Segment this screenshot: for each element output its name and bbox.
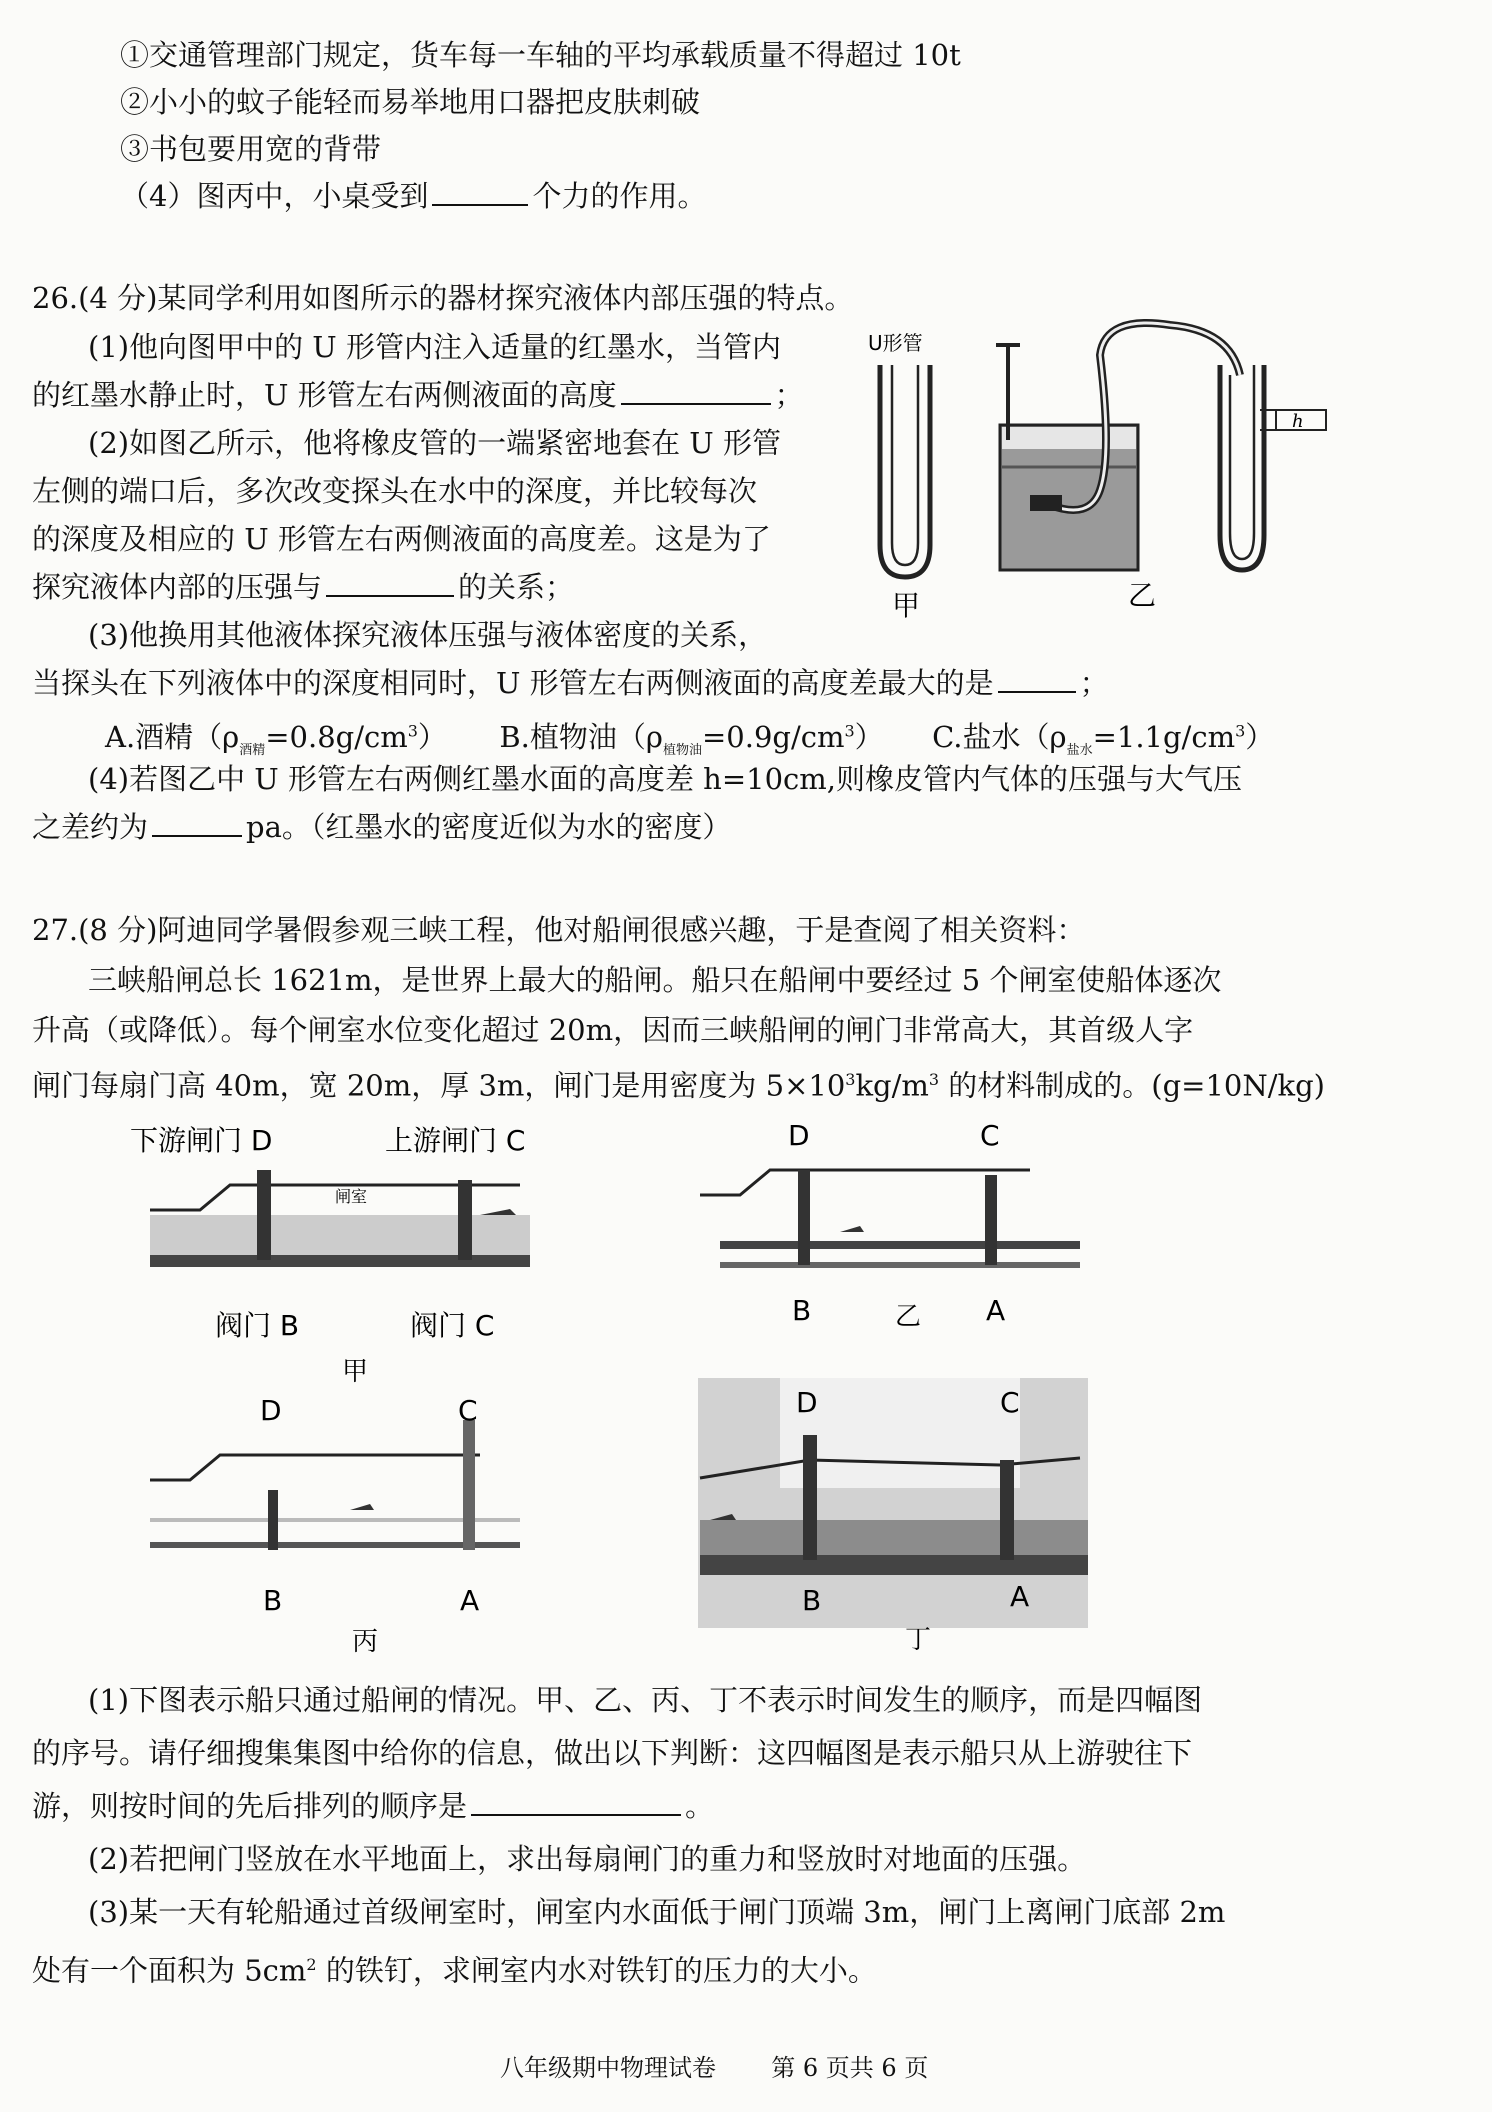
- q27-s1-line3: 游，则按时间的先后排列的顺序是 。: [32, 1789, 715, 1823]
- svg-text:D: D: [788, 1120, 810, 1152]
- lock-figure-ding: [698, 1378, 1088, 1655]
- q27-title: 27.(8 分)阿迪同学暑假参观三峡工程，他对船闸很感兴趣，于是查阅了相关资料：: [32, 913, 1086, 947]
- option-a: A.酒精$(\rho_{酒精}=0.8g/cm^3)$: [105, 719, 447, 758]
- q26-p2-line3: 的深度及相应的 U 形管左右两侧液面的高度差。这是为了: [32, 522, 771, 556]
- svg-text:B: B: [792, 1294, 812, 1327]
- item-2: ②小小的蚊子能轻而易举地用口器把皮肤刺破: [120, 85, 701, 119]
- fig-jia-label: 甲: [892, 589, 921, 622]
- q26-title: 26.(4 分)某同学利用如图所示的器材探究液体内部压强的特点。: [32, 281, 854, 315]
- svg-text:D: D: [796, 1386, 818, 1419]
- q27-intro-line1: 三峡船闸总长 1621m，是世界上最大的船闸。船只在船闸中要经过 5 个闸室使船体逐次: [88, 963, 1222, 997]
- q26-p4-line2: [32, 807, 731, 847]
- svg-text:B: B: [263, 1584, 283, 1617]
- option-c: C.盐水$(\rho_{盐水}=1.1g/cm^3)$: [932, 719, 1275, 758]
- u-tube-label: U形管: [868, 331, 923, 355]
- svg-text:A: A: [460, 1584, 480, 1617]
- svg-text:闸室: 闸室: [335, 1187, 368, 1206]
- q26-p3-text: 当探头在下列液体中的深度相同时，U 形管左右两侧液面的高度差最大的是: [32, 666, 994, 700]
- q26-p2-line1: (2)如图乙所示，他将橡皮管的一端紧密地套在 U 形管: [88, 426, 781, 460]
- svg-text:A: A: [1010, 1580, 1030, 1613]
- lock-figure-bing: [150, 1394, 520, 1657]
- svg-text:A: A: [986, 1294, 1006, 1327]
- q27-s2: (2)若把闸门竖放在水平地面上，求出每扇闸门的重力和竖放时对地面的压强。: [88, 1842, 1087, 1876]
- item-1: ①交通管理部门规定，货车每一车轴的平均承载质量不得超过 10t: [120, 38, 961, 72]
- footer-page-number: 第 6 页共 6 页: [771, 2054, 929, 2082]
- q26-p1-line1: (1)他向图甲中的 U 形管内注入适量的红墨水，当管内: [88, 330, 781, 364]
- svg-text:阀门 B: 阀门 B: [215, 1309, 300, 1342]
- q27-s3-line2: 处有一个面积为 $5cm^2$ 的铁钉，求闸室内水对铁钉的压力的大小。: [32, 1953, 877, 1988]
- answer-blank[interactable]: [326, 569, 454, 597]
- q26-p4-end: pa。（红墨水的密度近似为水的密度）: [246, 810, 732, 844]
- q25-part4-text-end: 个力的作用。: [532, 179, 707, 213]
- answer-blank[interactable]: [998, 665, 1076, 693]
- lock-figure-jia: [130, 1124, 530, 1387]
- answer-blank[interactable]: [471, 1788, 681, 1816]
- footer-left: 八年级期中物理试卷: [500, 2054, 716, 2082]
- q26-p1-end: ；: [774, 378, 804, 412]
- q26-p4-text: 之差约为: [32, 810, 149, 844]
- svg-text:阀门 C: 阀门 C: [410, 1309, 495, 1342]
- q26-p3-line2: [32, 663, 1109, 703]
- svg-text:甲: 甲: [342, 1357, 369, 1387]
- svg-text:丁: 丁: [905, 1625, 932, 1655]
- q26-p2-end: 的关系；: [458, 570, 575, 604]
- svg-text:D: D: [260, 1394, 282, 1427]
- svg-text:丙: 丙: [352, 1627, 379, 1657]
- answer-blank[interactable]: [432, 178, 528, 206]
- svg-text:C: C: [458, 1394, 478, 1427]
- q26-p3-line1: (3)他换用其他液体探究液体压强与液体密度的关系，: [88, 618, 768, 652]
- ship-lock-figures: [120, 1120, 1120, 1680]
- option-b: B.植物油$(\rho_{植物油}=0.9g/cm^3)$: [499, 719, 884, 758]
- q27-s1-line2: 的序号。请仔细搜集集图中给你的信息，做出以下判断：这四幅图是表示船只从上游驶往下: [32, 1736, 1193, 1770]
- footer: [500, 2048, 928, 2088]
- q27-intro-line3: 闸门每扇门高 40m，宽 20m，厚 3m，闸门是用密度为 $5\times 10^3kg/m^3$ 的材料制成的。(g=10N/kg): [32, 1068, 1325, 1103]
- q27-s3-line1: (3)某一天有轮船通过首级闸室时，闸室内水面低于闸门顶端 3m，闸门上离闸门底部 2m: [88, 1895, 1226, 1929]
- q26-p3-end: ；: [1079, 666, 1109, 700]
- svg-text:C: C: [980, 1120, 1000, 1152]
- q26-p1-text: 的红墨水静止时，U 形管左右两侧液面的高度: [32, 378, 617, 412]
- svg-text:乙: 乙: [895, 1302, 922, 1332]
- svg-text:C: C: [1000, 1386, 1020, 1419]
- svg-text:B: B: [802, 1584, 822, 1617]
- q25-part4-text: （4）图丙中，小桌受到: [120, 179, 429, 213]
- svg-text:下游闸门 D: 下游闸门 D: [130, 1124, 273, 1157]
- item-3: ③书包要用宽的背带: [120, 132, 382, 166]
- q26-p4-line1: (4)若图乙中 U 形管左右两侧红墨水面的高度差 h=10cm,则橡皮管内气体的压强与大气压: [88, 762, 1243, 796]
- u-tube-figure: [850, 315, 1370, 635]
- svg-text:上游闸门 C: 上游闸门 C: [385, 1124, 526, 1157]
- lock-figure-yi: [700, 1120, 1080, 1332]
- q26-p2-text: 探究液体内部的压强与: [32, 570, 323, 604]
- q26-p2-line4: [32, 567, 574, 607]
- q26-p2-line2: 左侧的端口后，多次改变探头在水中的深度，并比较每次: [32, 474, 758, 508]
- h-label: h: [1292, 411, 1304, 432]
- q25-part4: [120, 176, 706, 216]
- q26-p1-line2: [32, 375, 804, 415]
- q27-s1-line1: (1)下图表示船只通过船闸的情况。甲、乙、丙、丁不表示时间发生的顺序，而是四幅图: [88, 1683, 1203, 1717]
- answer-blank[interactable]: [152, 809, 242, 837]
- fig-yi-label: 乙: [1128, 579, 1157, 612]
- answer-blank[interactable]: [621, 377, 771, 405]
- q27-intro-line2: 升高（或降低）。每个闸室水位变化超过 20m，因而三峡船闸的闸门非常高大，其首级人字: [32, 1013, 1194, 1047]
